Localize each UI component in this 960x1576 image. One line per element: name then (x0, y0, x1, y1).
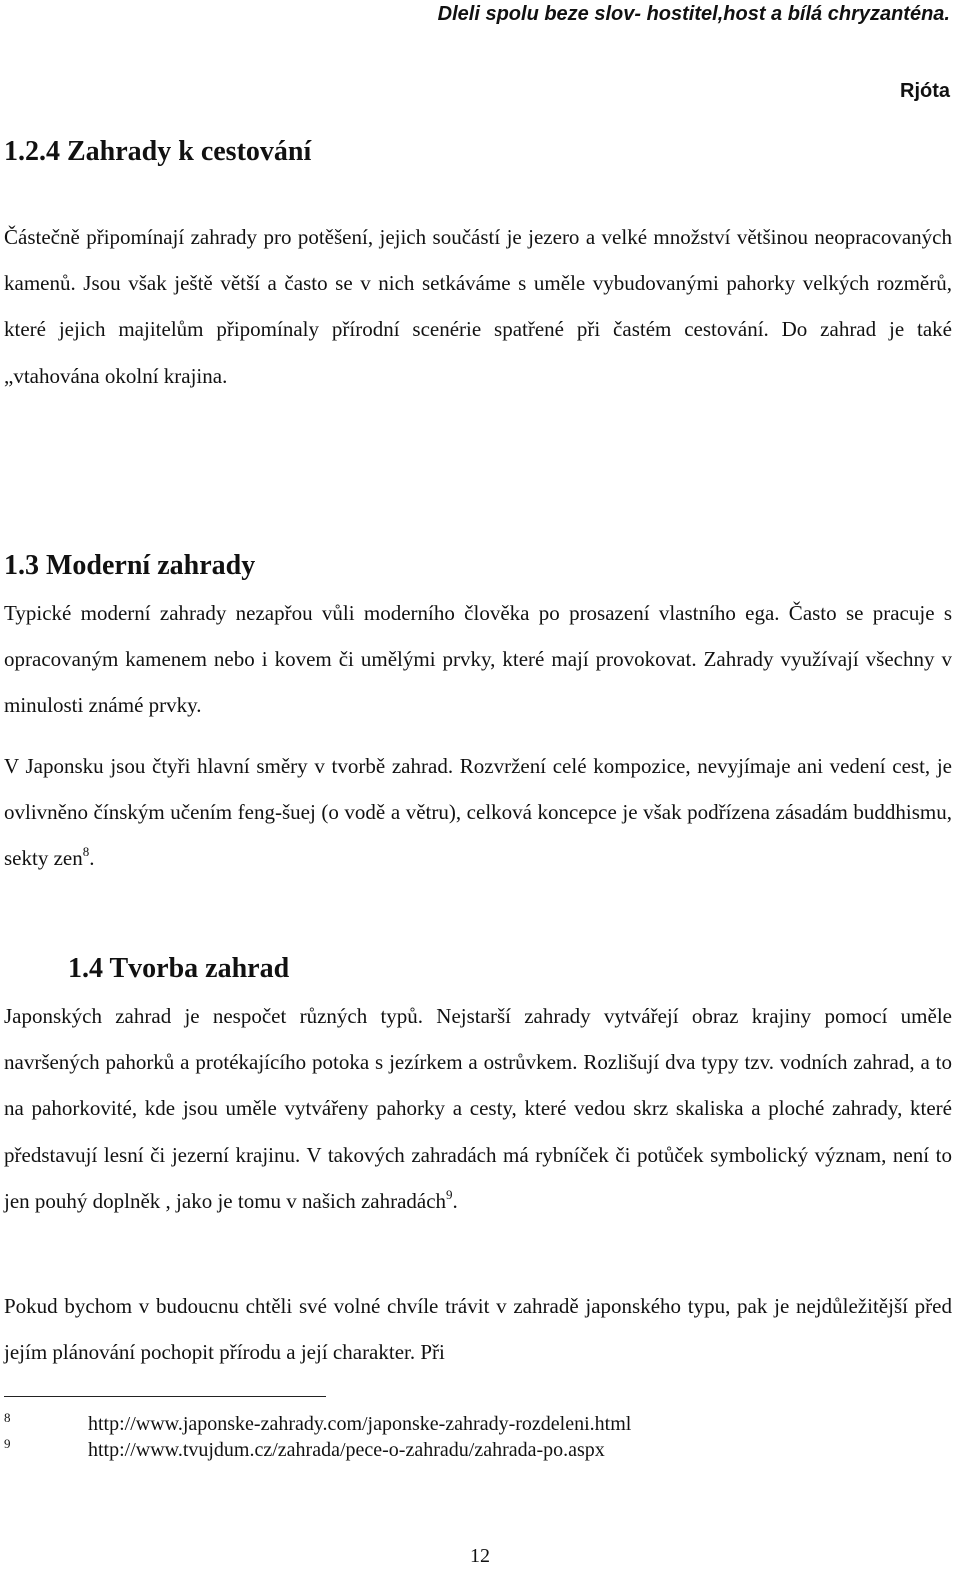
paragraph-garden-creation-1-text: Japonských zahrad je nespočet různých typů. Nejstarší zahrady vytvářejí obraz krajiny pomocí uměle navršených pahorků a protékajícího potoka s jezírkem a ostrůvkem. Rozlišují dva typy tzv. vodních zahrad, a to na pahorkovité, kde jsou uměle vytvářeny pahorky a cesty, které vedou skrz skaliska a ploché zahrady, které představují lesní či jezerní krajinu. V takových zahradách má rybníček či potůček symbolický význam, není to jen pouhý doplněk , jako je tomu v našich zahradách (4, 1004, 952, 1213)
footnote-9-number: 9 (4, 1436, 11, 1451)
footnote-8-number: 8 (4, 1410, 11, 1425)
heading-1-2-4: 1.2.4 Zahrady k cestování (4, 136, 312, 167)
footnote-divider (4, 1396, 326, 1397)
paragraph-garden-creation-1-end: . (452, 1188, 458, 1213)
heading-1-4: 1.4 Tvorba zahrad (68, 953, 290, 984)
paragraph-modern-gardens-2-end: . (89, 846, 95, 871)
paragraph-modern-gardens-2 (4, 743, 952, 882)
page-number: 12 (470, 1545, 490, 1567)
running-header-title: Dleli spolu beze slov- hostitel,host a bílá chryzanténa. (437, 3, 950, 25)
footnote-ref-8[interactable]: 8 (82, 844, 90, 860)
heading-1-3: 1.3 Moderní zahrady (4, 550, 256, 581)
paragraph-modern-gardens-2-text: V Japonsku jsou čtyři hlavní směry v tvorbě zahrad. Rozvržení celé kompozice, nevyjímaje ani vedení cest, je ovlivněno čínským učením feng-šuej (o vodě a větru), celková koncepce je však podřízena zásadám buddhismu, sekty zen (4, 754, 952, 871)
running-header-author: Rjóta (900, 80, 950, 102)
footnote-8-link[interactable]: http://www.japonske-zahrady.com/japonske-zahrady-rozdeleni.html (88, 1413, 632, 1435)
footnote-ref-9[interactable]: 9 (446, 1186, 453, 1202)
paragraph-garden-creation-1 (4, 993, 952, 1224)
footnote-9-link[interactable]: http://www.tvujdum.cz/zahrada/pece-o-zahradu/zahrada-po.aspx (88, 1439, 605, 1461)
paragraph-travel-gardens: Částečně připomínají zahrady pro potěšení, jejich součástí je jezero a velké množství většinou neopracovaných kamenů. Jsou však ještě větší a často se v nich setkáváme s uměle vybudovanými pahorky velkých rozměrů, které jejich majitelům připomínaly přírodní scenérie spatřené při častém cestování. Do zahrad je také „vtahována okolní krajina. (4, 225, 952, 388)
paragraph-garden-creation-2: Pokud bychom v budoucnu chtěli své volné chvíle trávit v zahradě japonského typu, pak je nejdůležitější před jejím plánování pochopit přírodu a její charakter. Při (4, 1294, 952, 1365)
paragraph-modern-gardens-1: Typické moderní zahrady nezapřou vůli moderního člověka po prosazení vlastního ega. Často se pracuje s opracovaným kamenem nebo i kovem či umělými prvky, které mají provokovat. Zahrady využívají všechny v minulosti známé prvky. (4, 601, 952, 718)
